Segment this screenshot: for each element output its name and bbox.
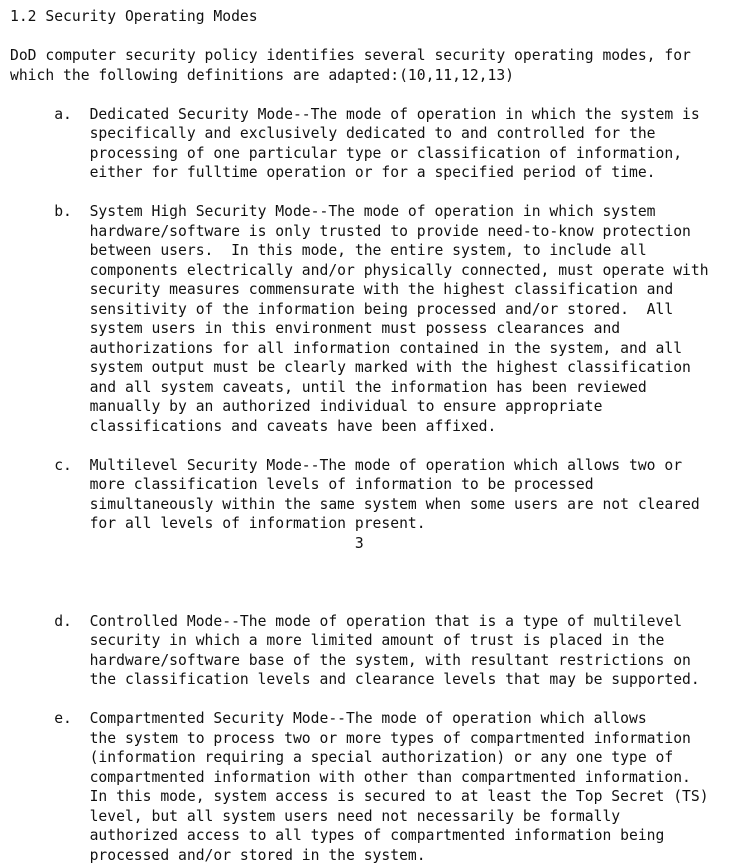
page-break-spacer [10, 553, 729, 573]
list-item-c [10, 456, 729, 534]
text-line: system output must be clearly marked with the highest classification [10, 358, 729, 378]
intro-paragraph [10, 46, 729, 85]
text-line: and all system caveats, until the information has been reviewed [10, 378, 729, 398]
list-item-a [10, 105, 729, 183]
text-line: more classification levels of information to be processed [10, 475, 729, 495]
text-line: processing of one particular type or classification of information, [10, 144, 729, 164]
text-line: security in which a more limited amount of trust is placed in the [10, 631, 729, 651]
text-line: e. Compartmented Security Mode--The mode of operation which allows [10, 709, 729, 729]
list-item-e [10, 709, 729, 865]
page-break-spacer [10, 573, 729, 593]
text-line: compartmented information with other than compartmented information. [10, 768, 729, 788]
spacer [10, 183, 729, 203]
page-break-spacer [10, 592, 729, 612]
spacer [10, 85, 729, 105]
list-item-d [10, 612, 729, 690]
text-line: d. Controlled Mode--The mode of operation that is a type of multilevel [10, 612, 729, 632]
text-line: processed and/or stored in the system. [10, 846, 729, 865]
spacer [10, 436, 729, 456]
text-line: authorizations for all information contained in the system, and all [10, 339, 729, 359]
spacer [10, 27, 729, 47]
text-line: a. Dedicated Security Mode--The mode of operation in which the system is [10, 105, 729, 125]
text-line: b. System High Security Mode--The mode of operation in which system [10, 202, 729, 222]
text-line: security measures commensurate with the highest classification and [10, 280, 729, 300]
text-line: which the following definitions are adapted:(10,11,12,13) [10, 66, 729, 86]
text-line: In this mode, system access is secured to at least the Top Secret (TS) [10, 787, 729, 807]
text-line: (information requiring a special authorization) or any one type of [10, 748, 729, 768]
text-line: system users in this environment must possess clearances and [10, 319, 729, 339]
page-number: 3 [10, 534, 729, 554]
text-line: for all levels of information present. [10, 514, 729, 534]
text-line: between users. In this mode, the entire system, to include all [10, 241, 729, 261]
text-line: c. Multilevel Security Mode--The mode of operation which allows two or [10, 456, 729, 476]
text-line: hardware/software base of the system, with resultant restrictions on [10, 651, 729, 671]
text-line: either for fulltime operation or for a specified period of time. [10, 163, 729, 183]
text-line: the classification levels and clearance levels that may be supported. [10, 670, 729, 690]
text-line: manually by an authorized individual to ensure appropriate [10, 397, 729, 417]
spacer [10, 690, 729, 710]
text-line: components electrically and/or physically connected, must operate with [10, 261, 729, 281]
text-line: level, but all system users need not necessarily be formally [10, 807, 729, 827]
text-line: the system to process two or more types of compartmented information [10, 729, 729, 749]
text-line: hardware/software is only trusted to provide need-to-know protection [10, 222, 729, 242]
text-line: DoD computer security policy identifies several security operating modes, for [10, 46, 729, 66]
text-line: specifically and exclusively dedicated to and controlled for the [10, 124, 729, 144]
section-heading: 1.2 Security Operating Modes [10, 7, 729, 27]
text-line: classifications and caveats have been affixed. [10, 417, 729, 437]
text-line: sensitivity of the information being processed and/or stored. All [10, 300, 729, 320]
text-line: authorized access to all types of compartmented information being [10, 826, 729, 846]
text-line: simultaneously within the same system when some users are not cleared [10, 495, 729, 515]
list-item-b [10, 202, 729, 436]
